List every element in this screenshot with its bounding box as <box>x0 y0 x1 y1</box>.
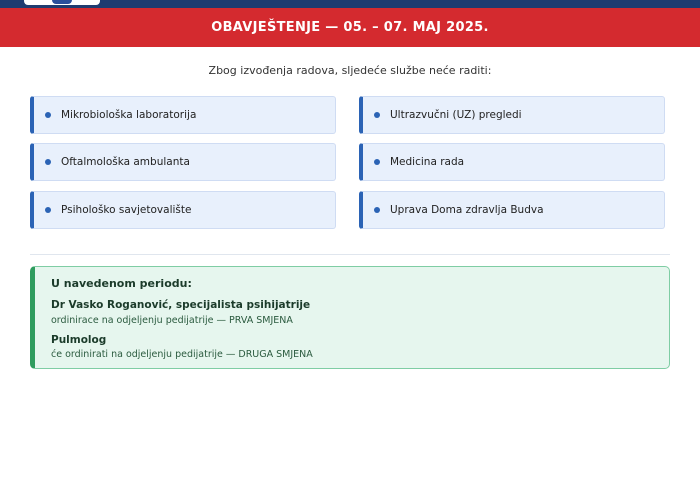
service-label: Medicina rada <box>390 156 465 168</box>
top-bar <box>0 0 700 8</box>
doctor-detail: će ordinirati na odjeljenju pedijatrije — DRUGA SMJENA <box>51 349 313 360</box>
service-label: Uprava Doma zdravlja Budva <box>390 204 544 216</box>
bullet-icon <box>374 159 380 165</box>
service-label: Ultrazvučni (UZ) pregledi <box>390 109 522 121</box>
logo <box>24 0 100 5</box>
service-label: Oftalmološka ambulanta <box>61 156 190 168</box>
service-card <box>30 143 336 181</box>
service-label: Mikrobiološka laboratorija <box>61 109 197 121</box>
service-card <box>359 191 665 229</box>
service-card <box>359 143 665 181</box>
intro-text: Zbog izvođenja radova, sljedeće službe neće raditi: <box>208 64 492 77</box>
service-label: Psihološko savjetovalište <box>61 204 192 216</box>
notice-title: U navedenom periodu: <box>51 277 192 290</box>
bullet-icon <box>45 207 51 213</box>
divider <box>30 254 670 255</box>
service-card <box>30 96 336 134</box>
bullet-icon <box>45 159 51 165</box>
bullet-icon <box>374 112 380 118</box>
service-card <box>359 96 665 134</box>
notice-box <box>30 266 670 369</box>
bullet-icon <box>374 207 380 213</box>
service-card <box>30 191 336 229</box>
doctor-name: Pulmolog <box>51 334 107 346</box>
announcement-banner: OBAVJEŠTENJE — 05. – 07. MAJ 2025. <box>0 8 700 47</box>
doctor-detail: ordinirace na odjeljenju pedijatrije — PRVA SMJENA <box>51 315 293 326</box>
bullet-icon <box>45 112 51 118</box>
doctor-name: Dr Vasko Roganović, specijalista psihijatrije <box>51 299 311 311</box>
